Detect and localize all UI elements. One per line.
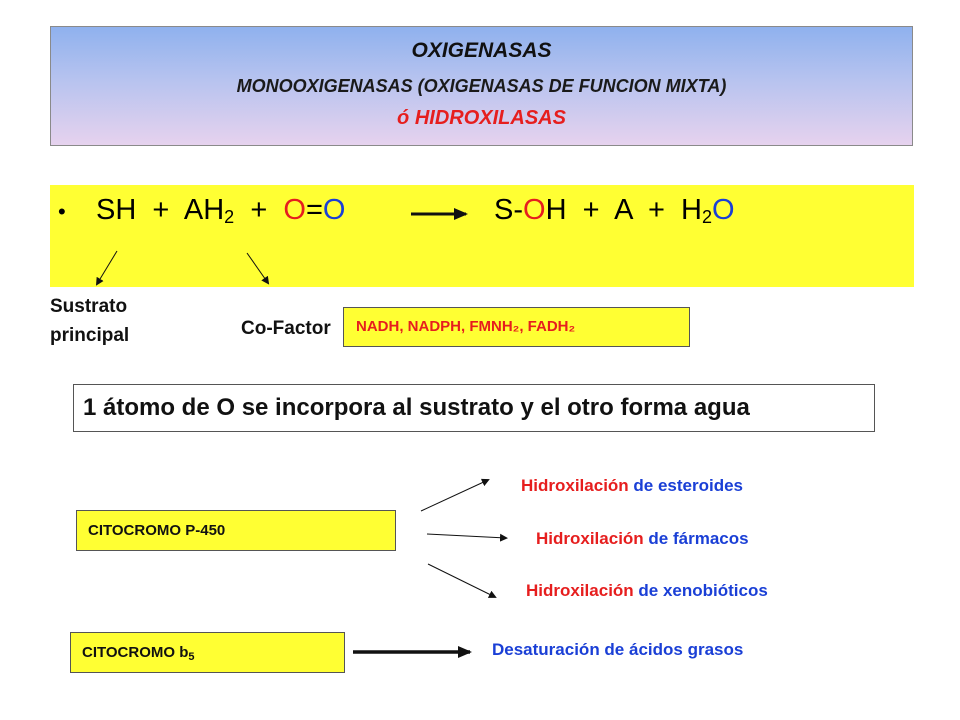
reaction-drug-hydroxylation — [536, 529, 749, 549]
reaction-blue-part: de esteroides — [628, 476, 744, 495]
reaction-blue-part: de fármacos — [643, 529, 749, 548]
reaction-blue-part: de xenobióticos — [633, 581, 768, 600]
plus-sign: + — [647, 194, 665, 226]
arrow-to-cofactor — [247, 253, 268, 283]
bullet-icon: • — [58, 199, 66, 224]
reactant-ah: AH — [183, 194, 225, 226]
alternate-name: ó HIDROXILASAS — [397, 107, 566, 129]
cofactor-list-box: NADH, NADPH, FMNH₂, FADH₂ — [343, 307, 690, 347]
reaction-fatty-acid-desaturation: Desaturación de ácidos grasos — [492, 640, 744, 659]
arrow-to-drugs — [427, 534, 506, 538]
arrow-to-steroids — [421, 480, 488, 511]
product-water-subscript: 2 — [701, 207, 712, 227]
reaction-xenobiotic-hydroxylation — [526, 581, 768, 601]
plus-sign: + — [582, 194, 600, 226]
reaction-red-part: Hidroxilación — [536, 529, 644, 548]
cytochrome-b5-label: CITOCROMO b — [82, 644, 189, 661]
page-title: OXIGENASAS — [411, 39, 552, 62]
cytochrome-p450-box: CITOCROMO P-450 — [76, 510, 396, 551]
plus-sign: + — [250, 194, 268, 226]
reactant-sh: SH — [96, 194, 137, 226]
page-subtitle: MONOOXIGENASAS (OXIGENASAS DE FUNCION MIXTA) — [236, 76, 727, 96]
cytochrome-b5-subscript: 5 — [188, 651, 195, 663]
double-bond: = — [305, 194, 323, 226]
substrate-label-line2: principal — [50, 325, 130, 346]
cytochrome-b5-box — [70, 632, 345, 673]
reaction-red-part: Hidroxilación — [521, 476, 629, 495]
substrate-label — [50, 292, 170, 350]
arrow-to-substrate — [97, 251, 117, 284]
statement-box: 1 átomo de O se incorpora al sustrato y el otro forma agua — [73, 384, 875, 432]
reaction-red-part: Hidroxilación — [526, 581, 634, 600]
reactant-ah-subscript: 2 — [224, 207, 235, 227]
cofactor-label: Co-Factor — [241, 318, 331, 339]
product-s-prefix: S- — [494, 194, 523, 226]
oxygen-atom-left: O — [283, 194, 306, 226]
oxygen-atom-right: O — [322, 194, 346, 226]
product-water-o: O — [712, 194, 735, 226]
substrate-label-line1: Sustrato — [50, 296, 128, 317]
product-hydroxyl-o: O — [523, 194, 546, 226]
reaction-steroid-hydroxylation — [521, 476, 743, 496]
product-a: A — [614, 194, 632, 226]
product-water-h: H — [681, 194, 702, 226]
product-hydroxyl-h: H — [545, 194, 567, 226]
arrow-to-xenobiotics — [428, 564, 495, 597]
plus-sign: + — [152, 194, 170, 226]
